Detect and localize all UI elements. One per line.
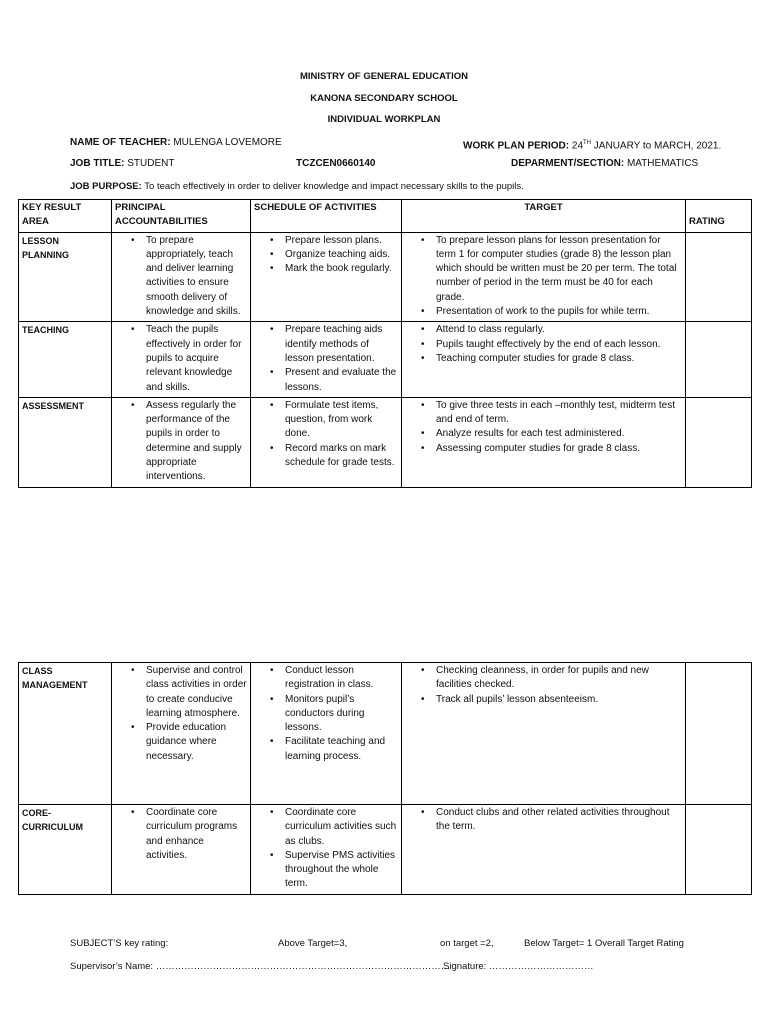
table-header-row bbox=[19, 200, 752, 233]
list-item: • Attend to class regularly. bbox=[436, 323, 682, 337]
list-item: • Conduct clubs and other related activities throughout the term. bbox=[436, 806, 682, 835]
teacher-label: NAME OF TEACHER: bbox=[70, 137, 171, 148]
list-item: • Provide education guidance where necessary. bbox=[146, 721, 247, 764]
schedule-cell bbox=[251, 322, 402, 397]
list-item: • Supervise PMS activities throughout the whole term. bbox=[285, 849, 398, 892]
list-item: • To prepare appropriately, teach and deliver learning activities to ensure smooth delivery of knowledge and skills. bbox=[146, 234, 247, 320]
list-item: • Facilitate teaching and learning process. bbox=[285, 735, 398, 764]
teacher-name-line bbox=[70, 136, 282, 150]
list-item: • Teach the pupils effectively in order for pupils to acquire relevant knowledge and skills. bbox=[146, 323, 247, 394]
school-title: KANONA SECONDARY SCHOOL bbox=[310, 93, 458, 104]
list-item: • Analyze results for each test administered. bbox=[436, 427, 682, 441]
work-plan-period-line bbox=[463, 136, 721, 153]
kra-cell: CLASS MANAGEMENT bbox=[19, 663, 112, 805]
list-item: • Record marks on mark schedule for grade tests. bbox=[285, 442, 398, 471]
schedule-cell bbox=[251, 663, 402, 805]
department-line bbox=[511, 157, 698, 171]
principal-cell bbox=[112, 397, 251, 487]
job-title-line bbox=[70, 157, 174, 171]
list-item: • Assess regularly the performance of the pupils in order to determine and supply appropriate interventions. bbox=[146, 399, 247, 485]
header-target: TARGET bbox=[402, 200, 686, 233]
list-item: • To prepare lesson plans for lesson presentation for term 1 for computer studies (grade 8) the lesson plan which should be written must be 20 per term. The total number of period in the term must be 40 for each grade. bbox=[436, 234, 682, 305]
table-row bbox=[19, 322, 752, 397]
rating-cell bbox=[686, 232, 752, 322]
rating-cell bbox=[686, 663, 752, 805]
list-item: • Mark the book regularly. bbox=[285, 262, 398, 276]
list-item: • Supervise and control class activities in order to create conducive learning atmosphere. bbox=[146, 664, 247, 721]
header-principal-accountabilities: PRINCIPAL ACCOUNTABILITIES bbox=[112, 200, 251, 233]
job-purpose-value: To teach effectively in order to deliver knowledge and impact necessary skills to the pupils. bbox=[144, 181, 524, 192]
ministry-title: MINISTRY OF GENERAL EDUCATION bbox=[299, 71, 469, 82]
table-row bbox=[19, 232, 752, 322]
target-cell bbox=[402, 232, 686, 322]
on-target-rating: on target =2, bbox=[440, 938, 494, 949]
header-key-result-area: KEY RESULT AREA bbox=[19, 200, 112, 233]
department-value: MATHEMATICS bbox=[626, 158, 699, 169]
supervisor-name-field: Supervisor’s Name: ………………………………………………………………………………… bbox=[70, 961, 451, 972]
job-title-label: JOB TITLE: bbox=[70, 158, 125, 169]
schedule-cell bbox=[251, 397, 402, 487]
kra-cell: LESSON PLANNING bbox=[19, 232, 112, 322]
schedule-cell bbox=[251, 805, 402, 895]
list-item: • Prepare lesson plans. bbox=[285, 234, 398, 248]
list-item: • Organize teaching aids. bbox=[285, 248, 398, 262]
table-row bbox=[19, 663, 752, 805]
job-purpose-line bbox=[70, 180, 524, 194]
principal-cell bbox=[112, 322, 251, 397]
principal-cell bbox=[112, 663, 251, 805]
period-label: WORK PLAN PERIOD: bbox=[463, 140, 570, 152]
table-row bbox=[19, 805, 752, 895]
teacher-value: MULENGA LOVEMORE bbox=[173, 137, 282, 148]
period-range: JANUARY to MARCH, 2021. bbox=[593, 140, 722, 152]
principal-cell bbox=[112, 805, 251, 895]
list-item: • Pupils taught effectively by the end of each lesson. bbox=[436, 338, 682, 352]
rating-cell bbox=[686, 397, 752, 487]
schedule-cell bbox=[251, 232, 402, 322]
table-row bbox=[19, 397, 752, 487]
target-cell bbox=[402, 663, 686, 805]
workplan-table-2 bbox=[18, 662, 752, 895]
list-item: • To give three tests in each –monthly test, midterm test and end of term. bbox=[436, 399, 682, 428]
rating-cell bbox=[686, 322, 752, 397]
below-target-rating: Below Target= 1 Overall Target Rating bbox=[524, 938, 684, 949]
list-item: • Formulate test items, question, from work done. bbox=[285, 399, 398, 442]
workplan-table-1 bbox=[18, 199, 752, 488]
list-item: • Teaching computer studies for grade 8 class. bbox=[436, 352, 682, 366]
list-item: • Monitors pupil’s conductors during lessons. bbox=[285, 693, 398, 736]
target-cell bbox=[402, 805, 686, 895]
department-label: DEPARMENT/SECTION: bbox=[511, 158, 625, 169]
job-title-value: STUDENT bbox=[127, 158, 175, 169]
document-title: INDIVIDUAL WORKPLAN bbox=[327, 114, 441, 125]
list-item: • Present and evaluate the lessons. bbox=[285, 366, 398, 395]
list-item: • Conduct lesson registration in class. bbox=[285, 664, 398, 693]
list-item: • Checking cleanness, in order for pupils and new facilities checked. bbox=[436, 664, 682, 693]
period-day: 24 bbox=[571, 140, 584, 152]
header-schedule-of-activities: SCHEDULE OF ACTIVITIES bbox=[251, 200, 402, 233]
kra-cell: TEACHING bbox=[19, 322, 112, 397]
key-rating-label: SUBJECT’S key rating: bbox=[70, 938, 169, 949]
job-purpose-label: JOB PURPOSE: bbox=[70, 181, 142, 192]
principal-cell bbox=[112, 232, 251, 322]
list-item: • Coordinate core curriculum programs and enhance activities. bbox=[146, 806, 247, 863]
kra-cell: ASSESSMENT bbox=[19, 397, 112, 487]
target-cell bbox=[402, 322, 686, 397]
rating-cell bbox=[686, 805, 752, 895]
header-rating: RATING bbox=[686, 200, 752, 233]
above-target-rating: Above Target=3, bbox=[278, 938, 348, 949]
list-item: • Assessing computer studies for grade 8 class. bbox=[436, 442, 682, 456]
list-item: • Presentation of work to the pupils for while term. bbox=[436, 305, 682, 319]
target-cell bbox=[402, 397, 686, 487]
signature-field: Signature: …………………………… bbox=[443, 961, 594, 972]
kra-cell: CORE-CURRICULUM bbox=[19, 805, 112, 895]
list-item: • Coordinate core curriculum activities such as clubs. bbox=[285, 806, 398, 849]
period-day-suffix: TH bbox=[583, 140, 592, 146]
list-item: • Prepare teaching aids identify methods of lesson presentation. bbox=[285, 323, 398, 366]
teacher-code: TCZCEN0660140 bbox=[296, 158, 376, 169]
list-item: • Track all pupils’ lesson absenteeism. bbox=[436, 693, 682, 707]
